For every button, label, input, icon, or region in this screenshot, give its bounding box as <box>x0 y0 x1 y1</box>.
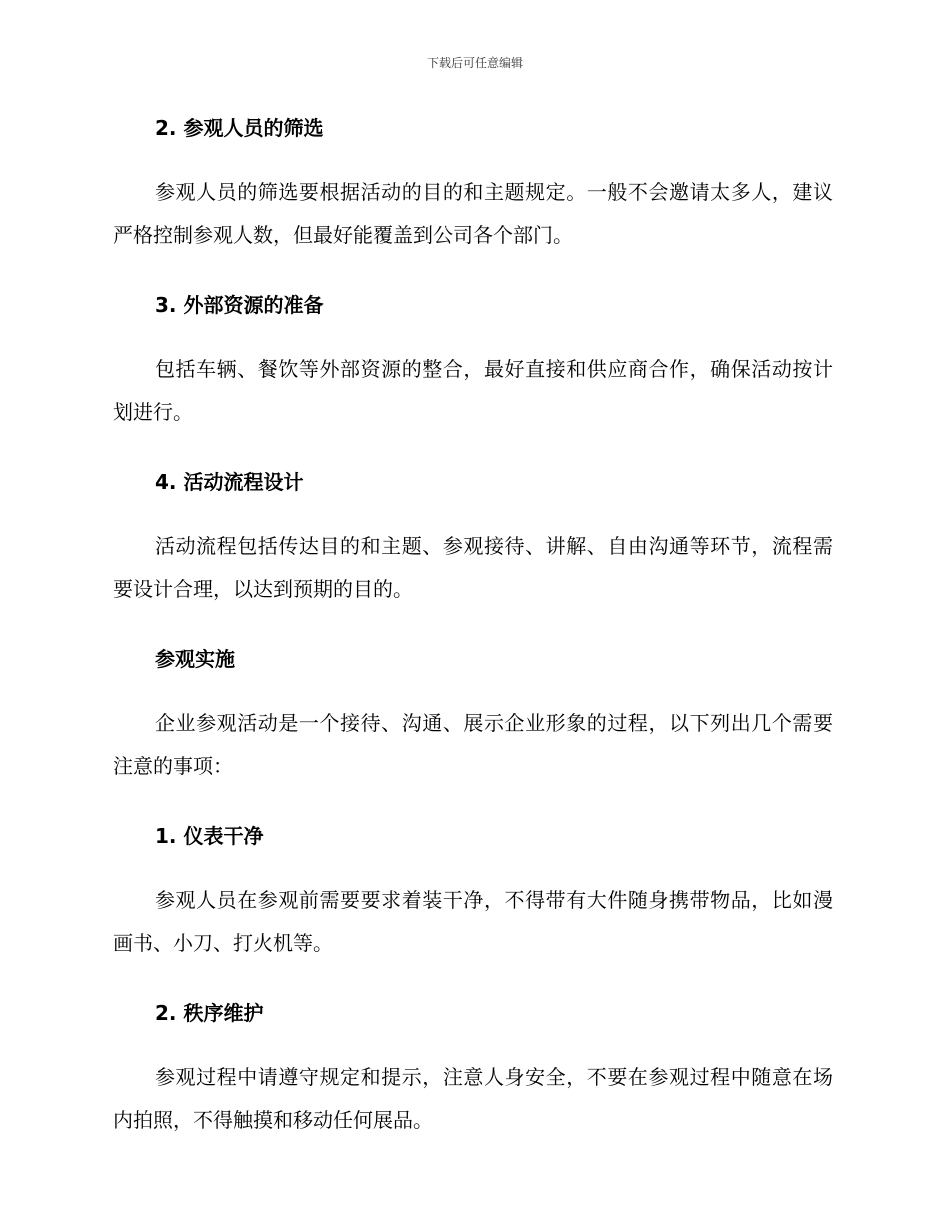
section-paragraph: 参观人员的筛选要根据活动的目的和主题规定。一般不会邀请太多人，建议严格控制参观人数，但最好能覆盖到公司各个部门。 <box>113 180 833 247</box>
section-heading: 2. 秩序维护 <box>155 1001 264 1025</box>
section-order-maintenance <box>113 995 833 1142</box>
section-external-resources <box>113 287 833 464</box>
section-paragraph: 包括车辆、餐饮等外部资源的整合，最好直接和供应商合作，确保活动按计划进行。 <box>113 357 833 424</box>
section-heading: 1. 仪表干净 <box>155 824 264 848</box>
section-paragraph: 参观过程中请遵守规定和提示，注意人身安全，不要在参观过程中随意在场内拍照，不得触摸和移动任何展品。 <box>113 1065 833 1132</box>
section-paragraph: 企业参观活动是一个接待、沟通、展示企业形象的过程，以下列出几个需要注意的事项： <box>113 711 833 778</box>
document-body <box>113 110 833 1142</box>
page-header: 下载后可任意编辑 <box>426 56 523 70</box>
section-heading: 2. 参观人员的筛选 <box>155 116 324 140</box>
section-heading: 参观实施 <box>155 647 235 671</box>
section-heading: 4. 活动流程设计 <box>155 470 304 494</box>
section-process-design <box>113 464 833 641</box>
section-heading: 3. 外部资源的准备 <box>155 293 324 317</box>
section-visit-implementation <box>113 641 833 818</box>
section-neat-appearance <box>113 818 833 995</box>
section-participant-selection <box>113 110 833 287</box>
section-paragraph: 参观人员在参观前需要要求着装干净，不得带有大件随身携带物品，比如漫画书、小刀、打火机等。 <box>113 888 833 955</box>
section-paragraph: 活动流程包括传达目的和主题、参观接待、讲解、自由沟通等环节，流程需要设计合理，以达到预期的目的。 <box>113 534 833 601</box>
